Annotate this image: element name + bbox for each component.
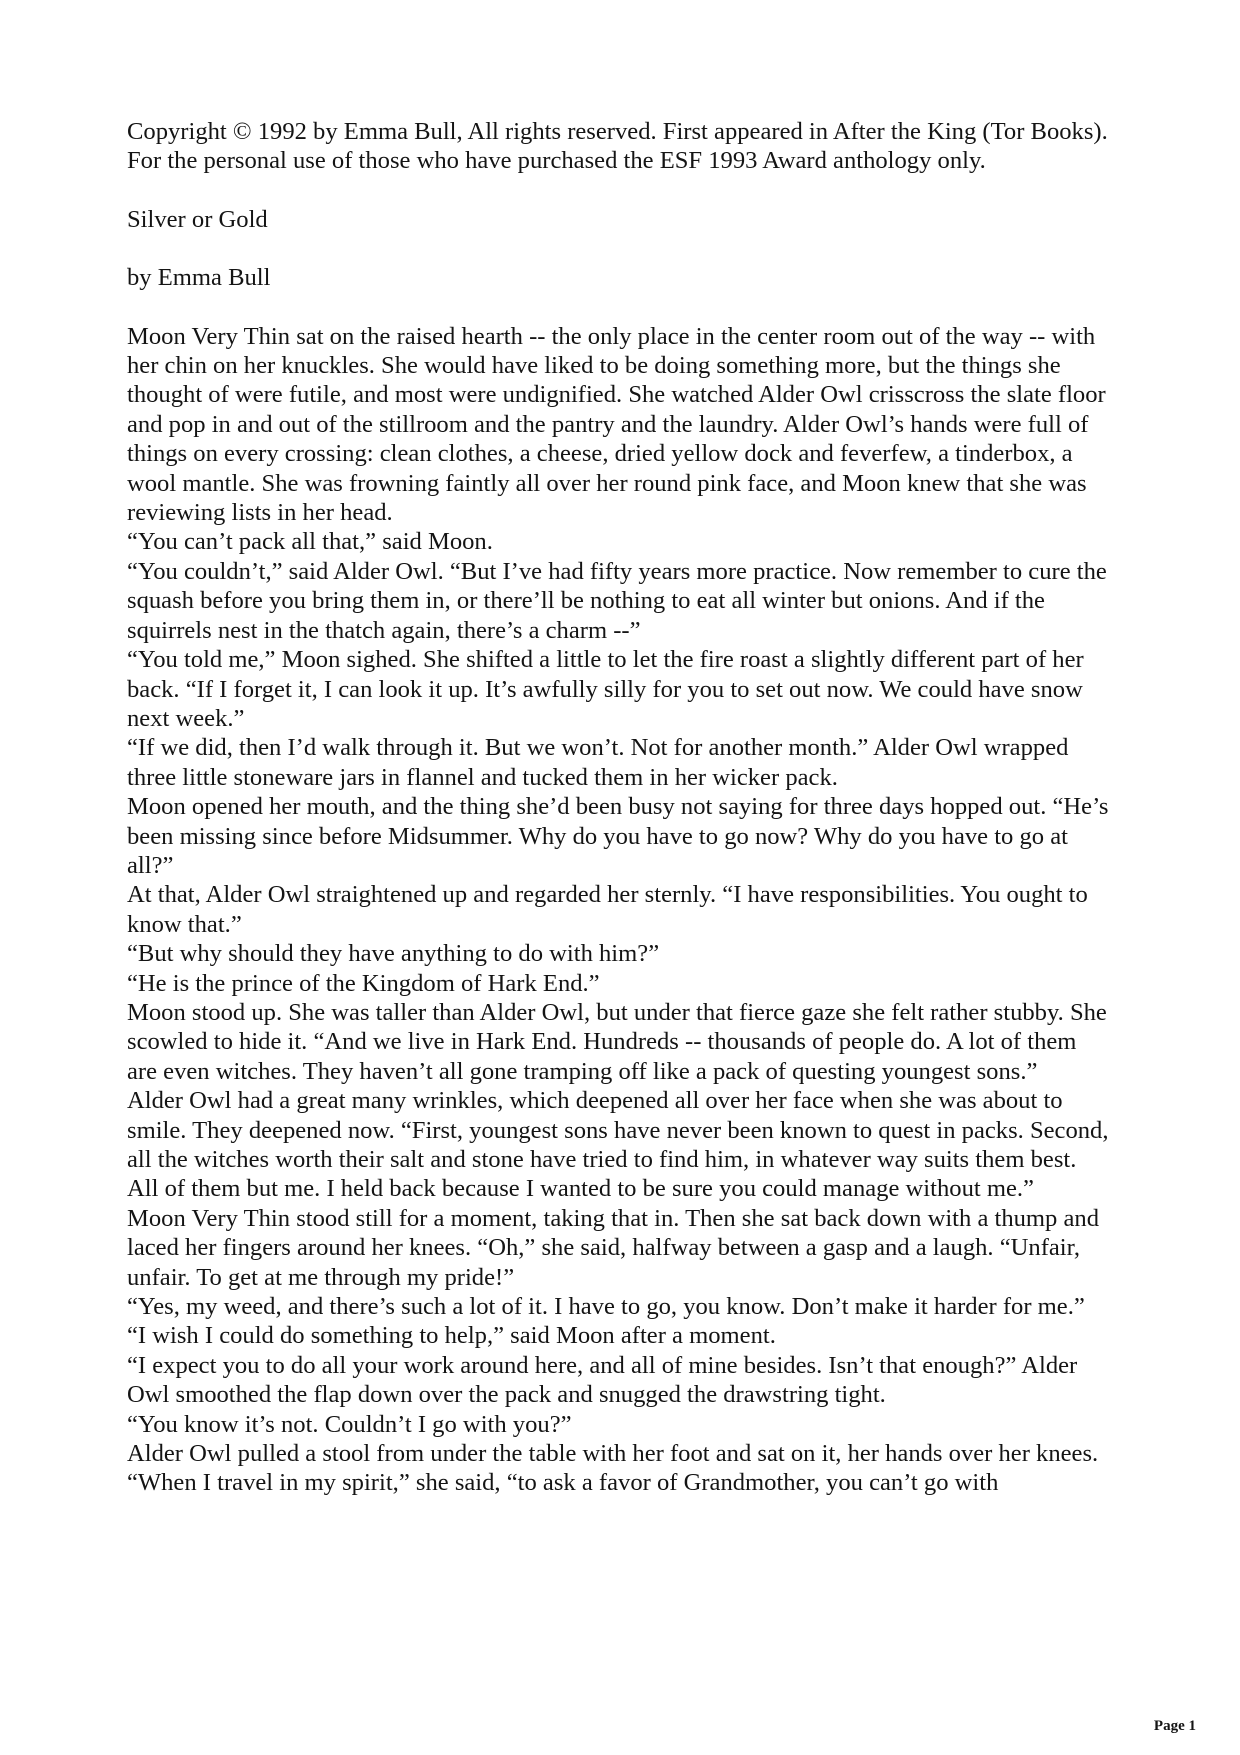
paragraph: Moon opened her mouth, and the thing she’d been busy not saying for three days hopped out. “He’s been missing since before Midsummer. Why do you have to go now? Why do you have to go at all?”	[127, 793, 1109, 879]
page-number: Page 1	[1153, 1718, 1196, 1734]
paragraph: Alder Owl pulled a stool from under the table with her foot and sat on it, her hands over her knees. “When I travel in my spirit,” she said, “to ask a favor of Grandmother, you can’t go with	[127, 1440, 1099, 1497]
paragraph: Moon Very Thin stood still for a moment, taking that in. Then she sat back down with a thump and laced her fingers around her knees. “Oh,” she said, halfway between a gasp and a laugh. “Unfair, unfair. To get at me through my pride!”	[127, 1204, 1100, 1291]
paragraph: “But why should they have anything to do with him?”	[127, 940, 660, 968]
document-body	[127, 117, 1112, 1498]
story-title: Silver or Gold	[127, 205, 268, 233]
paragraph: “You can’t pack all that,” said Moon.	[127, 528, 493, 556]
paragraph: “You couldn’t,” said Alder Owl. “But I’ve had fifty years more practice. Now remember to cure the squash before you bring them in, or there’ll be nothing to eat all winter but onions. And if the squirrels nest in the thatch again, there’s a charm --”	[127, 557, 1107, 644]
paragraph: Alder Owl had a great many wrinkles, which deepened all over her face when she was about to smile. They deepened now. “First, youngest sons have never been known to quest in packs. Second, all the witches worth their salt and stone have tried to find him, in whatever way suits them best. All of them but me. I held back because I wanted to be sure you could manage without me.”	[127, 1087, 1109, 1203]
paragraph: “I wish I could do something to help,” said Moon after a moment.	[127, 1322, 776, 1350]
story-byline: by Emma Bull	[127, 264, 271, 292]
paragraph: At that, Alder Owl straightened up and regarded her sternly. “I have responsibilities. You ought to know that.”	[127, 881, 1088, 938]
paragraph: “You told me,” Moon sighed. She shifted a little to let the fire roast a slightly different part of her back. “If I forget it, I can look it up. It’s awfully silly for you to set out now. We could have snow next week.”	[127, 646, 1084, 732]
copyright-notice: Copyright © 1992 by Emma Bull, All rights reserved. First appeared in After the King (Tor Books). For the personal use of those who have purchased the ESF 1993 Award anthology only.	[127, 118, 1108, 175]
paragraph: Moon stood up. She was taller than Alder Owl, but under that fierce gaze she felt rather stubby. She scowled to hide it. “And we live in Hark End. Hundreds -- thousands of people do. A lot of them are even witches. They haven’t all gone tramping off like a pack of questing youngest sons.”	[127, 998, 1107, 1085]
paragraph: “Yes, my weed, and there’s such a lot of it. I have to go, you know. Don’t make it harder for me.”	[127, 1293, 1085, 1321]
paragraph: “You know it’s not. Couldn’t I go with you?”	[127, 1410, 572, 1438]
paragraph: “If we did, then I’d walk through it. But we won’t. Not for another month.” Alder Owl wrapped three little stoneware jars in flannel and tucked them in her wicker pack.	[127, 734, 1069, 791]
paragraph: “He is the prince of the Kingdom of Hark End.”	[127, 969, 600, 997]
paragraph: Moon Very Thin sat on the raised hearth -- the only place in the center room out of the way -- with her chin on her knuckles. She would have liked to be doing something more, but the things she thought of were futile, and most were undignified. She watched Alder Owl crisscross the slate floor and pop in and out of the stillroom and the pantry and the laundry. Alder Owl’s hands were full of things on every crossing: clean clothes, a cheese, dried yellow dock and feverfew, a tinderbox, a wool mantle. She was frowning faintly all over her round pink face, and Moon knew that she was reviewing lists in her head.	[127, 322, 1106, 527]
paragraph: “I expect you to do all your work around here, and all of mine besides. Isn’t that enough?” Alder Owl smoothed the flap down over the pack and snugged the drawstring tight.	[127, 1351, 1078, 1409]
